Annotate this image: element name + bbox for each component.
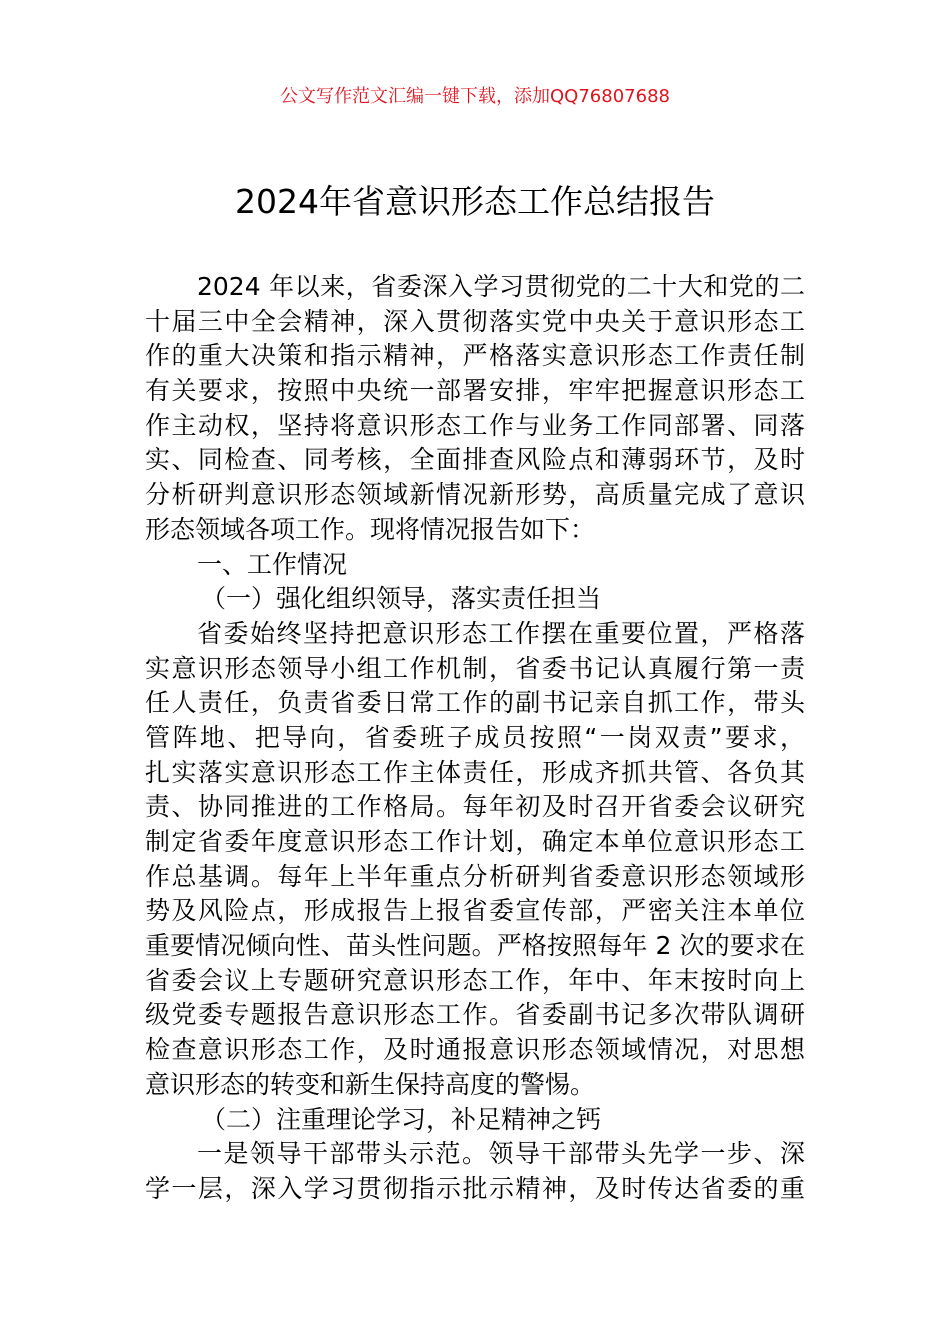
paragraph-line: 级党委专题报告意识形态工作。省委副书记多次带队调研	[145, 1000, 805, 1030]
paragraph-line: 制定省委年度意识形态工作计划，确定本单位意识形态工	[145, 827, 805, 856]
paragraph-line: 势及风险点，形成报告上报省委宣传部，严密关注本单位	[145, 896, 805, 926]
paragraph-line: 有关要求，按照中央统一部署安排，牢牢把握意识形态工	[145, 376, 805, 406]
paragraph-line: 重要情况倾向性、苗头性问题。严格按照每年 2 次的要求在	[145, 931, 805, 961]
paragraph-line: 实意识形态领导小组工作机制，省委书记认真履行第一责	[145, 653, 805, 683]
paragraph-line: 检查意识形态工作，及时通报意识形态领域情况，对思想	[145, 1035, 805, 1065]
paragraph-line: 作总基调。每年上半年重点分析研判省委意识形态领域形	[145, 861, 805, 891]
paragraph-line: 学一层，深入学习贯彻指示批示精神，及时传达省委的重	[145, 1173, 805, 1203]
paragraph-line: 作的重大决策和指示精神，严格落实意识形态工作责任制	[145, 341, 805, 371]
paragraph-line: 2024 年以来，省委深入学习贯彻党的二十大和党的二	[197, 272, 805, 301]
paragraph-line: 实、同检查、同考核，全面排查风险点和薄弱环节，及时	[145, 445, 805, 475]
paragraph-line: 作主动权，坚持将意识形态工作与业务工作同部署、同落	[145, 410, 805, 440]
paragraph-line: 任人责任，负责省委日常工作的副书记亲自抓工作，带头	[145, 688, 805, 718]
paragraph-line: 省委始终坚持把意识形态工作摆在重要位置，严格落	[197, 618, 805, 648]
paragraph-line: 管阵地、把导向，省委班子成员按照“一岗双责”要求，	[145, 722, 805, 752]
section-heading: 一、工作情况	[197, 549, 348, 579]
paragraph-line: 扎实落实意识形态工作主体责任，形成齐抓共管、各负其	[145, 757, 805, 787]
document-title: 2024年省意识形态工作总结报告	[235, 182, 715, 221]
document-body	[145, 270, 805, 1207]
section-heading: （二）注重理论学习，补足精神之钙	[201, 1104, 602, 1134]
section-heading: （一）强化组织领导，落实责任担当	[201, 584, 602, 614]
paragraph-line: 意识形态的转变和新生保持高度的警惕。	[145, 1069, 596, 1099]
watermark-text: 公文写作范文汇编一键下载，添加QQ76807688	[280, 86, 670, 107]
paragraph-line: 责、协同推进的工作格局。每年初及时召开省委会议研究	[145, 792, 805, 822]
paragraph-line: 形态领域各项工作。现将情况报告如下：	[145, 514, 596, 544]
paragraph-line: 省委会议上专题研究意识形态工作，年中、年末按时向上	[145, 965, 805, 995]
paragraph-line: 一是领导干部带头示范。领导干部带头先学一步、深	[197, 1139, 805, 1169]
paragraph-line: 十届三中全会精神，深入贯彻落实党中央关于意识形态工	[145, 306, 805, 336]
paragraph-line: 分析研判意识形态领域新情况新形势，高质量完成了意识	[145, 480, 805, 510]
